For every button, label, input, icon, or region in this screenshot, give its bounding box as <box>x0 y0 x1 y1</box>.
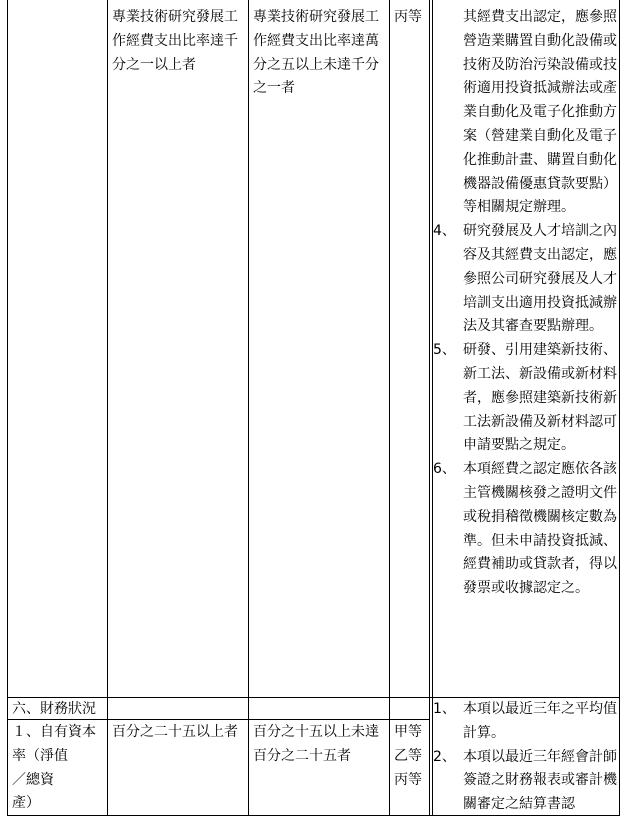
note-6 <box>433 458 619 601</box>
section-six-notes <box>433 698 619 817</box>
note-4 <box>433 220 619 339</box>
note-6-number: 6、 <box>433 461 456 478</box>
section-six-note-2-text: 本項以最近三年經會計師簽證之財務報表或審計機關審定之結算書認 <box>463 748 617 813</box>
column-divider-2 <box>248 0 249 815</box>
table-border-right <box>619 0 620 815</box>
note-3-text: 其經費支出認定，應參照營造業購置自動化設備或技術及防治污染設備或技術適用投資抵減辦法或產業自動化及電子化推動方案（營建業自動化及電子化推動計畫、購置自動化機器設備優惠貸款要點）等相關規定辦理。 <box>463 9 617 216</box>
section-six-note-1-number: 1、 <box>433 701 456 717</box>
note-5 <box>433 339 619 458</box>
section-six-note-2-number: 2、 <box>433 748 456 765</box>
column-divider-4 <box>429 0 430 815</box>
note-4-text: 研究發展及人才培訓之內容及其經費支出認定，應參照公司研究發展及人才培訓支出適用投資抵減辦法及其審查要點辦理。 <box>463 223 617 335</box>
column-divider-3 <box>389 0 390 815</box>
section-six-title: 六、財務狀況 <box>12 701 96 717</box>
section-six-criteria-b: 百分之十五以上未達 百分之二十五者 <box>253 724 379 764</box>
section-six-grades: 甲等 乙等 丙等 <box>394 724 422 788</box>
section-six-criteria-a: 百分之二十五以上者 <box>112 724 238 740</box>
section-six-item: １、自有資本 率（淨值 ／總資 產） <box>12 724 96 812</box>
grade-top: 丙等 <box>394 9 422 25</box>
note-6-text: 本項經費之認定應依各該主管機關核發之證明文件或稅捐稽徵機關核定數為準。但未申請投資抵減、經費補助或貸款者，得以發票或收據認定之。 <box>463 461 617 597</box>
note-5-number: 5、 <box>433 342 456 359</box>
note-5-text: 研發、引用建築新技術、新工法、新設備或新材料者，應參照建築新技術新工法新設備及新材料認可申請要點之規定。 <box>463 342 617 454</box>
criteria-b-top: 專業技術研究發展工 作經費支出比率達萬 分之五以上未達千分 之一者 <box>253 9 379 97</box>
note-4-number: 4、 <box>433 223 456 240</box>
section-six-note-1 <box>433 698 619 746</box>
criteria-a-top: 專業技術研究發展工 作經費支出比率達千 分之一以上者 <box>112 9 238 73</box>
section-six-note-2 <box>433 746 619 817</box>
table-border-left <box>7 0 8 815</box>
section-six-note-1-text: 本項以最近三年之平均值計算。 <box>463 701 617 741</box>
notes-column <box>433 6 619 601</box>
column-divider-1 <box>107 0 108 815</box>
note-3-continuation <box>433 6 619 220</box>
